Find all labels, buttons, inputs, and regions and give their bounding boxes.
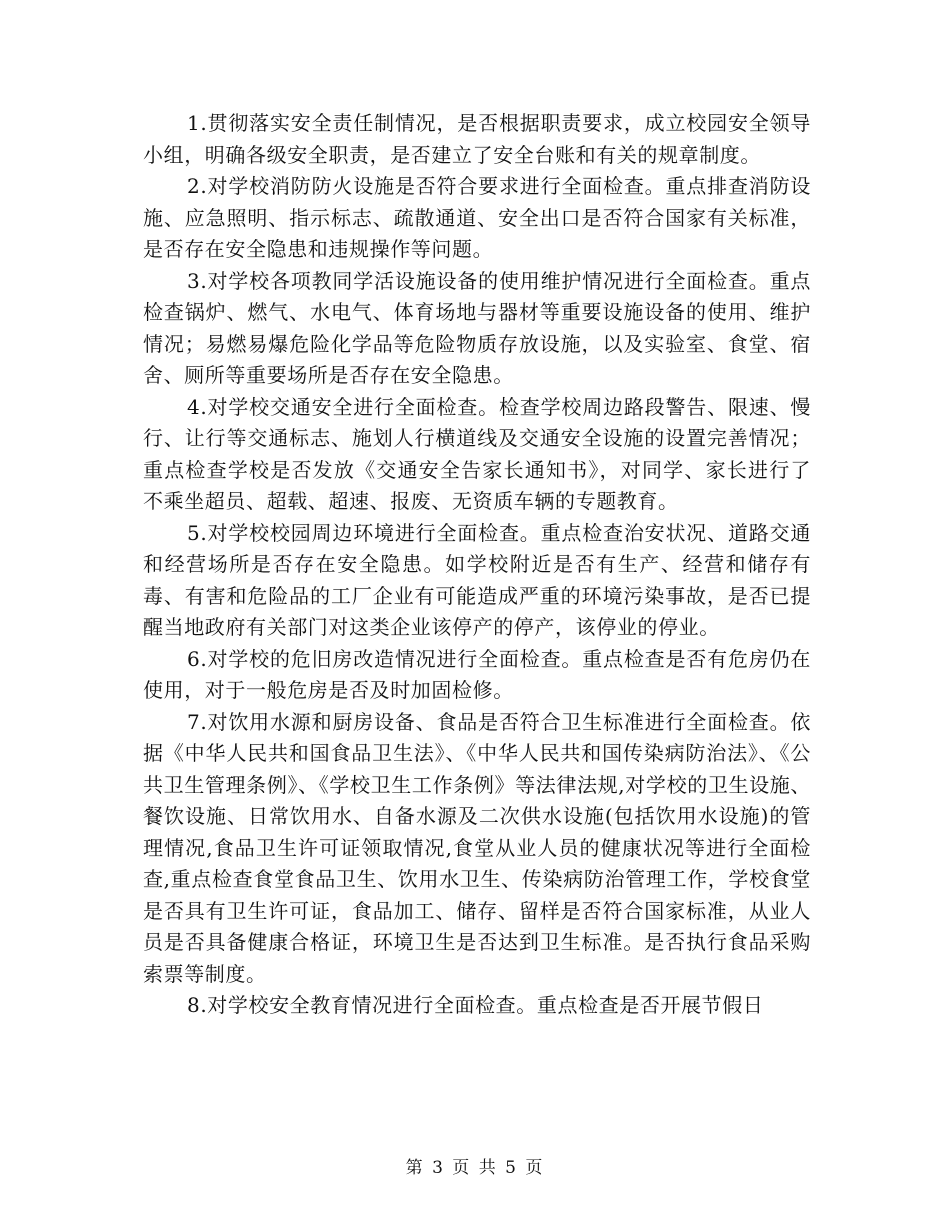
paragraph-1: 1.贯彻落实安全责任制情况，是否根据职责要求，成立校园安全领导小组，明确各级安全职责，是否建立了安全台账和有关的规章制度。 xyxy=(143,111,811,167)
paragraph-4: 4.对学校交通安全进行全面检查。检查学校周边路段警告、限速、慢行、让行等交通标志、施划人行横道线及交通安全设施的设置完善情况；重点检查学校是否发放《交通安全告家长通知书》，对同学、家长进行了不乘坐超员、超载、超速、报废、无资质车辆的专题教育。 xyxy=(143,394,811,513)
paragraph-5: 5.对学校校园周边环境进行全面检查。重点检查治安状况、道路交通和经营场所是否存在安全隐患。如学校附近是否有生产、经营和储存有毒、有害和危险品的工厂企业有可能造成严重的环境污染事故，是否已提醒当地政府有关部门对这类企业该停产的停产，该停业的停业。 xyxy=(143,520,811,639)
paragraph-6: 6.对学校的危旧房改造情况进行全面检查。重点检查是否有危房仍在使用，对于一般危房是否及时加固检修。 xyxy=(143,646,811,702)
paragraph-8: 8.对学校安全教育情况进行全面检查。重点检查是否开展节假日 xyxy=(187,993,764,1017)
page-number-footer: 第 3 页 共 5 页 xyxy=(405,1158,545,1178)
paragraph-2: 2.对学校消防防火设施是否符合要求进行全面检查。重点排查消防设施、应急照明、指示标志、疏散通道、安全出口是否符合国家有关标准，是否存在安全隐患和违规操作等问题。 xyxy=(143,174,811,261)
paragraph-3: 3.对学校各项教同学活设施设备的使用维护情况进行全面检查。重点检查锅炉、燃气、水电气、体育场地与器材等重要设施设备的使用、维护情况；易燃易爆危险化学品等危险物质存放设施，以及实验室、食堂、宿舍、厕所等重要场所是否存在安全隐患。 xyxy=(143,268,811,387)
paragraph-7: 7.对饮用水源和厨房设备、食品是否符合卫生标准进行全面检查。依据《中华人民共和国食品卫生法》、《中华人民共和国传染病防治法》、《公共卫生管理条例》、《学校卫生工作条例》等法律法规,对学校的卫生设施、餐饮设施、日常饮用水、自备水源及二次供水设施(包括饮用水设施)的管理情况,食品卫生许可证领取情况,食堂从业人员的健康状况等进行全面检查,重点检查食堂食品卫生、饮用水卫生、传染病防治管理工作，学校食堂是否具有卫生许可证，食品加工、储存、留样是否符合国家标准，从业人员是否具备健康合格证，环境卫生是否达到卫生标准。是否执行食品采购索票等制度。 xyxy=(143,709,811,986)
document-body xyxy=(143,108,811,1022)
